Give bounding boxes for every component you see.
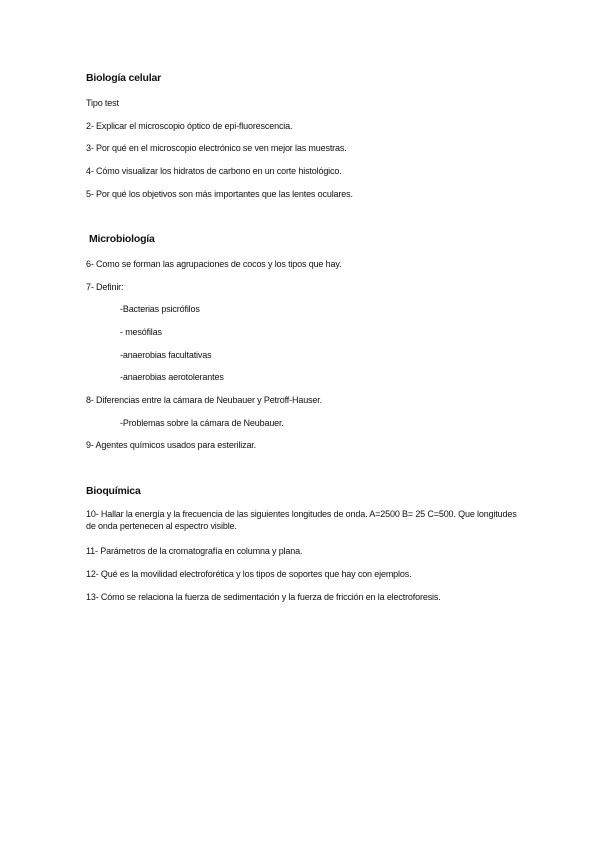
list-subitem: -anaerobias facultativas <box>120 350 212 360</box>
list-item: 13- Cómo se relaciona la fuerza de sedimentación y la fuerza de fricción en la electroforesis. <box>86 592 441 602</box>
list-item: 12- Qué es la movilidad electroforética y los tipos de soportes que hay con ejemplos. <box>86 569 412 579</box>
list-item: 8- Diferencias entre la cámara de Neubauer y Petroff-Hauser. <box>86 395 322 405</box>
list-subitem: -anaerobias aerotolerantes <box>120 372 224 382</box>
list-subitem: -Problemas sobre la cámara de Neubauer. <box>120 418 284 428</box>
list-item: 5- Por qué los objetivos son más importantes que las lentes oculares. <box>86 189 353 199</box>
list-item: 3- Por qué en el microscopio electrónico se ven mejor las muestras. <box>86 143 347 153</box>
list-subitem: - mesófilas <box>120 327 162 337</box>
list-item: 4- Cómo visualizar los hidratos de carbono en un corte histológico. <box>86 166 342 176</box>
list-item: 2- Explicar el microscopio óptico de epi-fluorescencia. <box>86 121 293 131</box>
list-item: 7- Definir: <box>86 282 124 292</box>
list-subitem: -Bacterias psicrófilos <box>120 304 200 314</box>
list-item: 11- Parámetros de la cromatografía en columna y plana. <box>86 546 303 556</box>
list-item: 10- Hallar la energía y la frecuencia de las siguientes longitudes de onda. A=2500 B= 25 C=500. Que longitudes de onda pertenecen al espectro visible. <box>86 509 517 531</box>
section-title-microbiologia: Microbiología <box>89 233 155 245</box>
list-item: Tipo test <box>86 98 119 108</box>
section-title-bioquimica: Bioquímica <box>86 485 141 497</box>
list-item: 6- Como se forman las agrupaciones de cocos y los tipos que hay. <box>86 259 342 269</box>
list-item: 9- Agentes químicos usados para esterilizar. <box>86 440 256 450</box>
section-title-biologia-celular: Biología celular <box>86 72 161 84</box>
